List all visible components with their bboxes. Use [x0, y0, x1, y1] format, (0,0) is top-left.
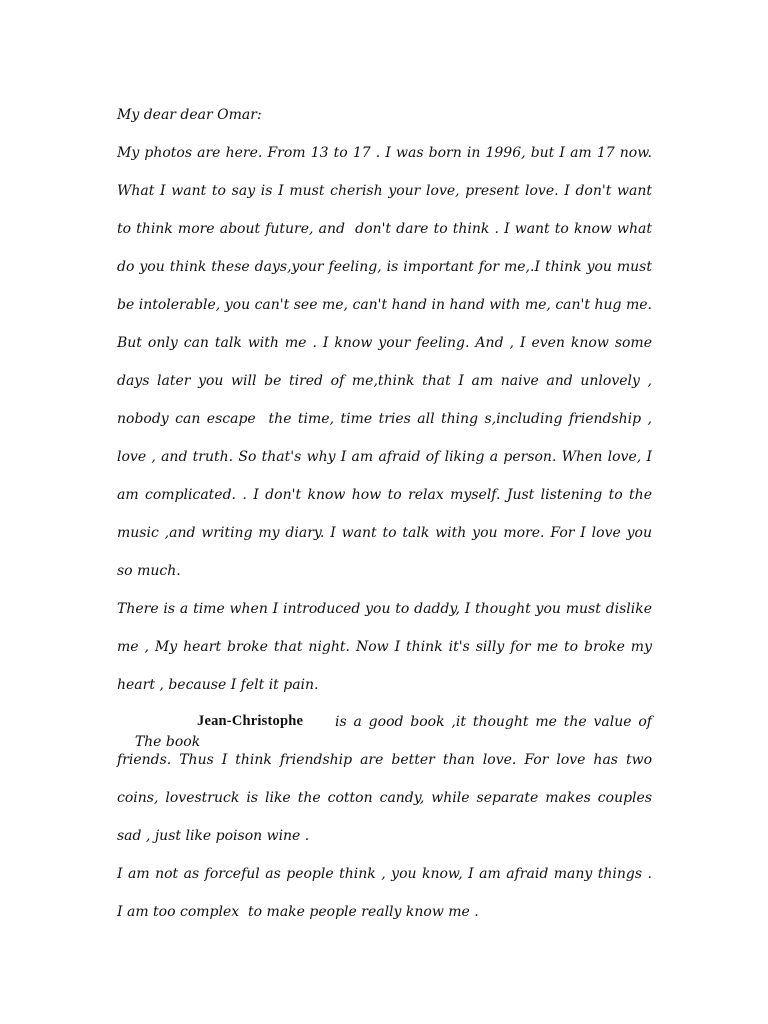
letter-line: My photos are here. From 13 to 17 . I was born in 1996, but I am 17 now. [117, 145, 652, 161]
book-line-before: The book [134, 734, 201, 750]
letter-line: be intolerable, you can't see me, can't hand in hand with me, can't hug me. [117, 297, 652, 313]
letter-line: What I want to say is I must cherish your love, present love. I don't want [117, 183, 652, 199]
letter-line: There is a time when I introduced you to daddy, I thought you must dislike [117, 601, 652, 617]
letter-line: I am not as forceful as people think , you know, I am afraid many things . [117, 866, 652, 882]
salutation: My dear dear Omar: [117, 107, 262, 123]
letter-line: do you think these days,your feeling, is important for me,.I think you must [117, 259, 652, 275]
letter-line: to think more about future, and don't dare to think . I want to know what [117, 221, 652, 237]
letter-line: me , My heart broke that night. Now I think it's silly for me to broke my [117, 639, 652, 655]
letter-line: so much. [117, 563, 181, 579]
book-line [117, 712, 201, 750]
letter-line: coins, lovestruck is like the cotton candy, while separate makes couples [117, 790, 652, 806]
letter-line: am complicated. . I don't know how to relax myself. Just listening to the [117, 487, 652, 503]
letter-line: friends. Thus I think friendship are better than love. For love has two [117, 752, 652, 768]
book-line-after: is a good book ,it thought me the value of [335, 714, 652, 730]
letter-line: music ,and writing my diary. I want to talk with you more. For I love you [117, 525, 652, 541]
letter-line: I am too complex to make people really know me . [117, 904, 479, 920]
letter-line: sad , just like poison wine . [117, 828, 310, 844]
letter-line: love , and truth. So that's why I am afraid of liking a person. When love, I [117, 449, 652, 465]
letter-line: But only can talk with me . I know your feeling. And , I even know some [117, 335, 652, 351]
letter-line: nobody can escape the time, time tries all thing s,including friendship , [117, 411, 652, 427]
book-title: Jean-Christophe [197, 713, 304, 729]
letter-line: heart , because I felt it pain. [117, 677, 319, 693]
letter-line: days later you will be tired of me,think that I am naive and unlovely , [117, 373, 652, 389]
